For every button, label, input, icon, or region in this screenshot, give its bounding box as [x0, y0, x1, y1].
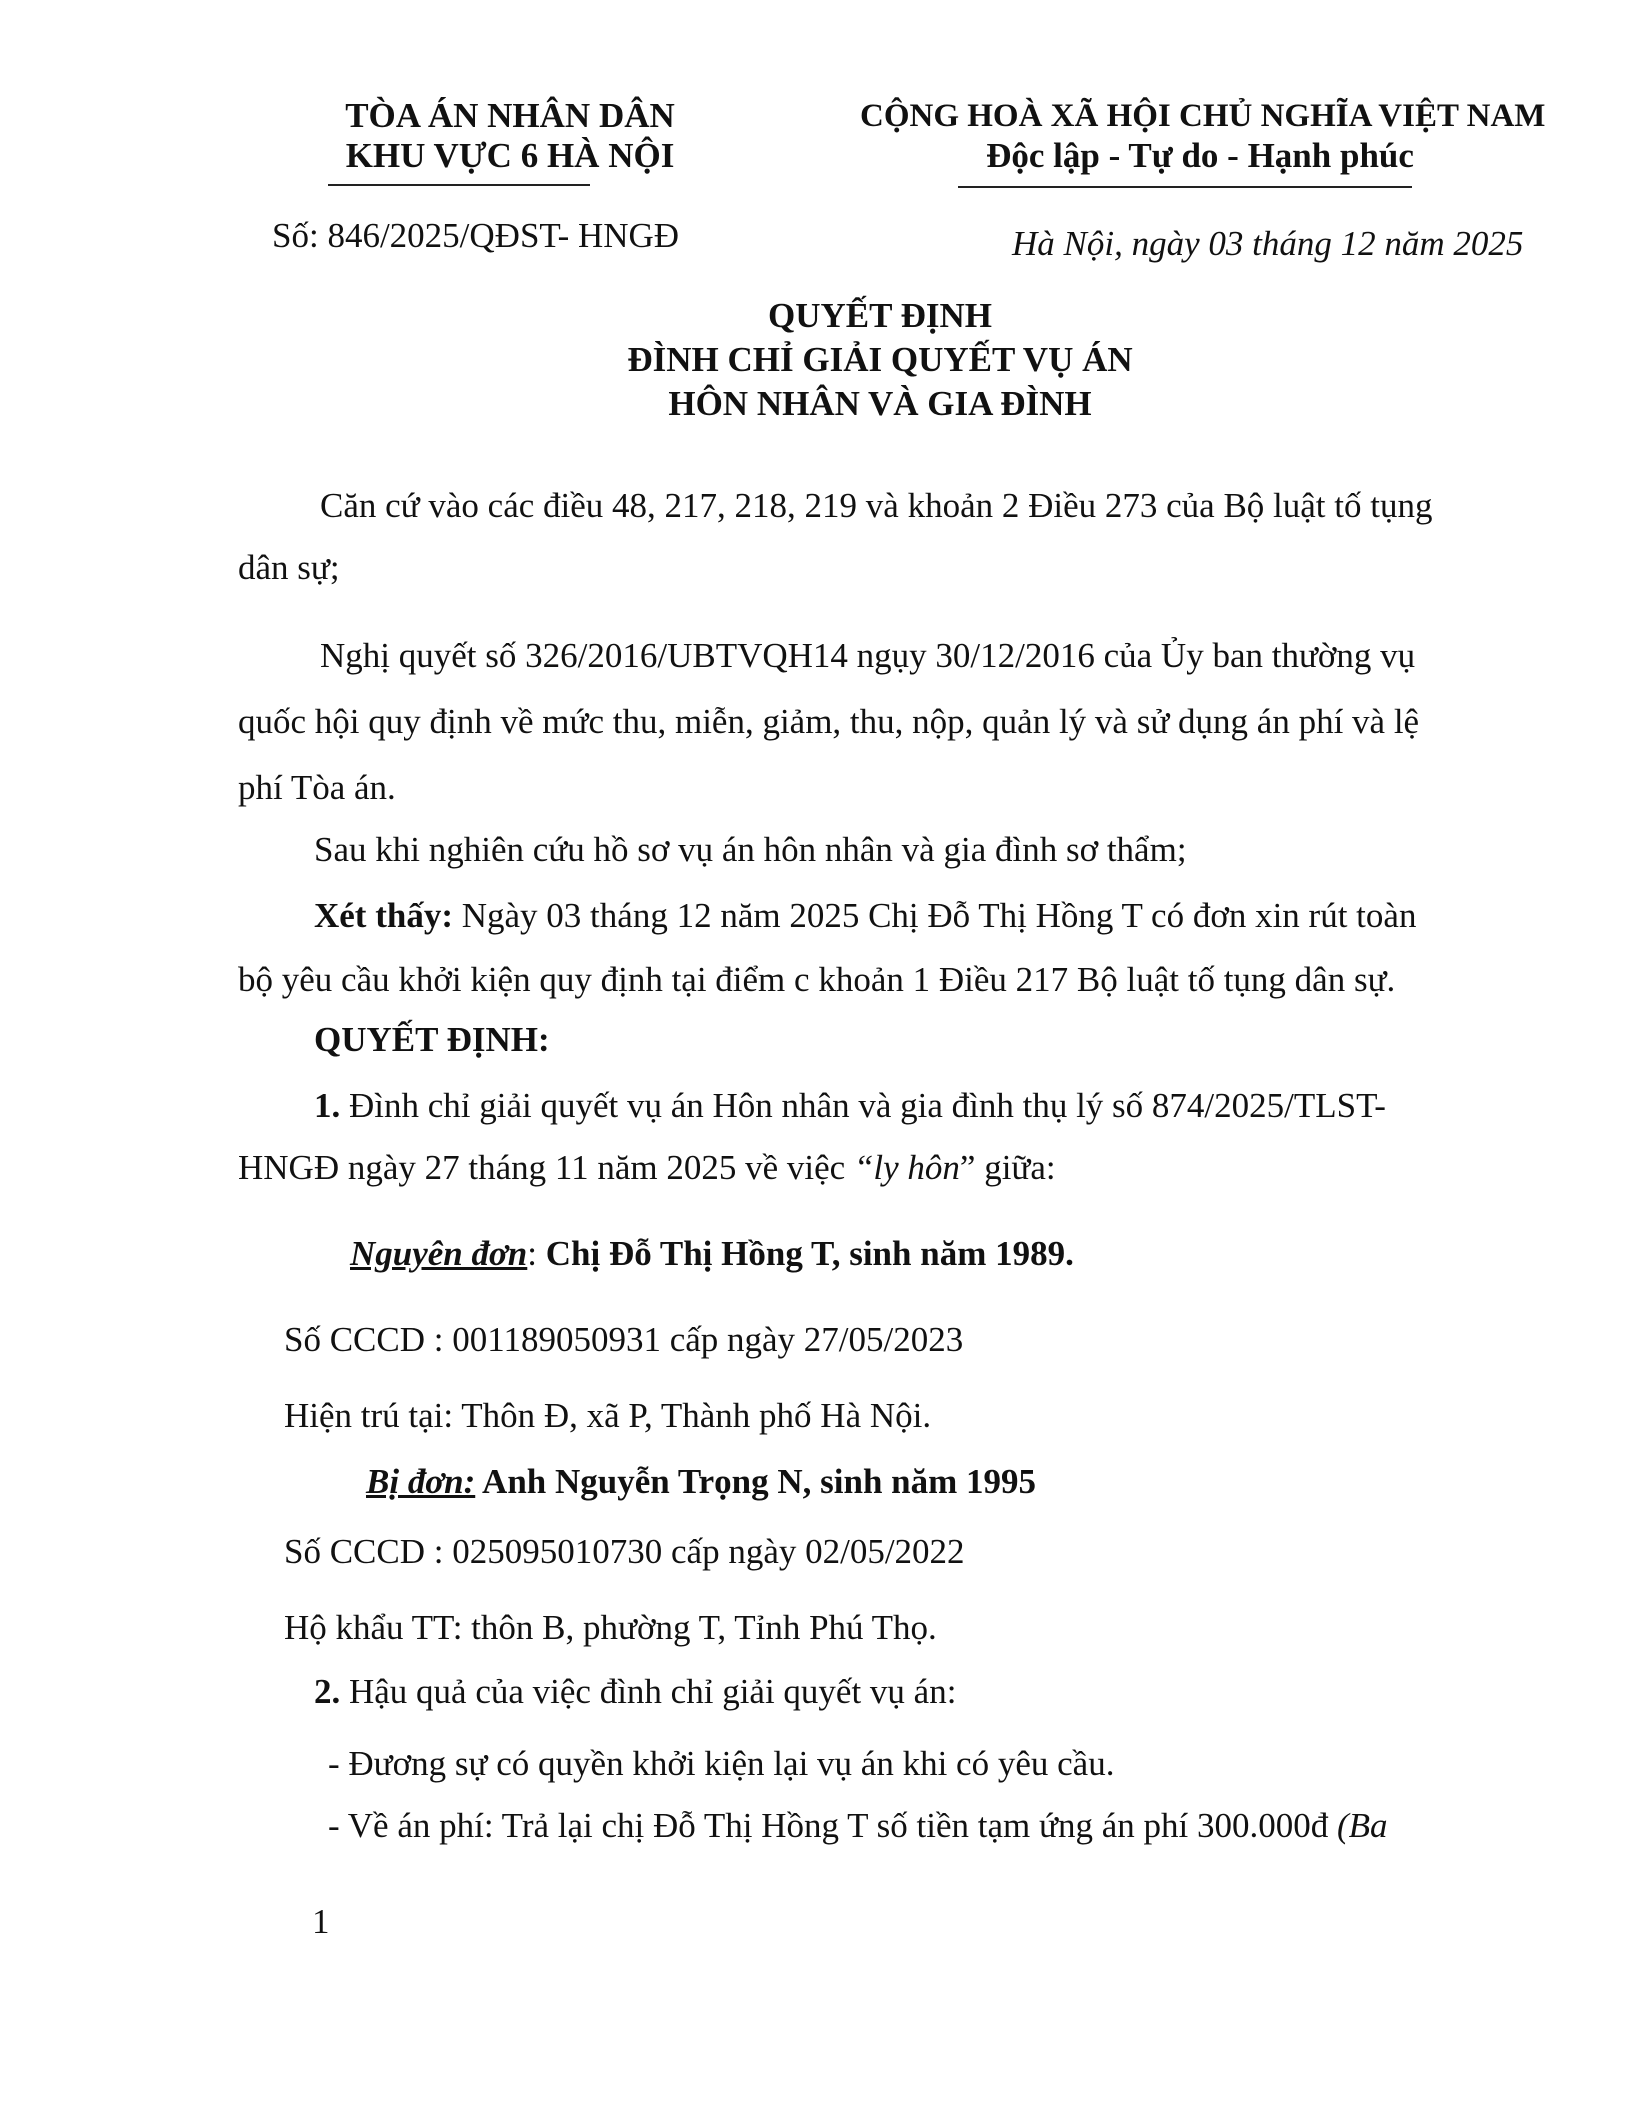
decision-item-2-sub2-text: - Về án phí: Trả lại chị Đỗ Thị Hồng T số tiền tạm ứng án phí 300.000đ — [328, 1806, 1337, 1845]
decision-item-2-sub2-italic: (Ba — [1336, 1806, 1388, 1845]
nation-motto-underline — [958, 186, 1412, 188]
nation-motto: Độc lập - Tự do - Hạnh phúc — [986, 136, 1414, 175]
legal-basis-2-line3: phí Tòa án. — [238, 768, 396, 807]
decision-item-2 — [314, 1670, 956, 1714]
decision-item-1-number: 1. — [314, 1086, 341, 1125]
plaintiff-line — [350, 1232, 1074, 1276]
defendant-name: Anh Nguyễn Trọng N, sinh năm 1995 — [475, 1462, 1037, 1501]
document-number: Số: 846/2025/QĐST- HNGĐ — [272, 216, 680, 255]
case-type: “ly hôn — [853, 1148, 960, 1187]
court-name-line2: KHU VỰC 6 HÀ NỘI — [345, 136, 675, 175]
decision-item-2-text: Hậu quả của việc đình chỉ giải quyết vụ án: — [340, 1672, 957, 1711]
study-statement: Sau khi nghiên cứu hồ sơ vụ án hôn nhân và gia đình sơ thẩm; — [314, 830, 1187, 869]
decision-item-1-text: Đình chỉ giải quyết vụ án Hôn nhân và gia đình thụ lý số 874/2025/TLST- — [340, 1086, 1386, 1125]
legal-basis-2-line2: quốc hội quy định về mức thu, miễn, giảm, thu, nộp, quản lý và sử dụng án phí và lệ — [238, 702, 1420, 741]
consideration-line2: bộ yêu cầu khởi kiện quy định tại điểm c khoản 1 Điều 217 Bộ luật tố tụng dân sự. — [238, 960, 1396, 999]
consideration-label: Xét thấy: — [314, 896, 453, 935]
legal-basis-1-line2: dân sự; — [238, 548, 340, 587]
decision-item-2-sub2 — [328, 1804, 1388, 1848]
defendant-address: Hộ khẩu TT: thôn B, phường T, Tỉnh Phú Thọ. — [284, 1608, 937, 1647]
page-number: 1 — [312, 1902, 330, 1941]
document-subtitle-line1: ĐÌNH CHỈ GIẢI QUYẾT VỤ ÁN — [627, 340, 1133, 379]
plaintiff-label: Nguyên đơn — [350, 1234, 528, 1273]
decision-item-2-sub1: - Đương sự có quyền khởi kiện lại vụ án khi có yêu cầu. — [328, 1744, 1115, 1783]
document-subtitle-line2: HÔN NHÂN VÀ GIA ĐÌNH — [668, 384, 1092, 423]
court-name-line1: TÒA ÁN NHÂN DÂN — [345, 96, 675, 135]
decision-item-1-line2-a: HNGĐ ngày 27 tháng 11 năm 2025 về việc — [238, 1148, 854, 1187]
decision-item-1-line2 — [238, 1146, 1056, 1190]
consideration-line1 — [314, 894, 1416, 938]
legal-basis-2-line1: Nghị quyết số 326/2016/UBTVQH14 ngụy 30/12/2016 của Ủy ban thường vụ — [320, 636, 1416, 675]
court-name-underline — [328, 184, 590, 186]
document-title: QUYẾT ĐỊNH — [768, 296, 992, 335]
plaintiff-name: Chị Đỗ Thị Hồng T, sinh năm 1989. — [545, 1234, 1074, 1273]
decision-item-1-line1 — [314, 1084, 1386, 1128]
plaintiff-colon: : — [527, 1234, 546, 1273]
decision-item-1-line2-b: ” giữa: — [959, 1148, 1056, 1187]
plaintiff-address: Hiện trú tại: Thôn Đ, xã P, Thành phố Hà Nội. — [284, 1396, 932, 1435]
defendant-label: Bị đơn: — [366, 1462, 476, 1501]
defendant-line — [366, 1460, 1036, 1504]
plaintiff-id: Số CCCD : 001189050931 cấp ngày 27/05/2023 — [284, 1320, 964, 1359]
defendant-id: Số CCCD : 025095010730 cấp ngày 02/05/2022 — [284, 1532, 965, 1571]
place-and-date: Hà Nội, ngày 03 tháng 12 năm 2025 — [1012, 224, 1524, 263]
legal-basis-1-line1: Căn cứ vào các điều 48, 217, 218, 219 và khoản 2 Điều 273 của Bộ luật tố tụng — [320, 486, 1433, 525]
decision-heading: QUYẾT ĐỊNH: — [314, 1020, 550, 1059]
decision-item-2-number: 2. — [314, 1672, 341, 1711]
nation-name: CỘNG HOÀ XÃ HỘI CHỦ NGHĨA VIỆT NAM — [860, 98, 1546, 134]
consideration-text: Ngày 03 tháng 12 năm 2025 Chị Đỗ Thị Hồng T có đơn xin rút toàn — [453, 896, 1417, 935]
